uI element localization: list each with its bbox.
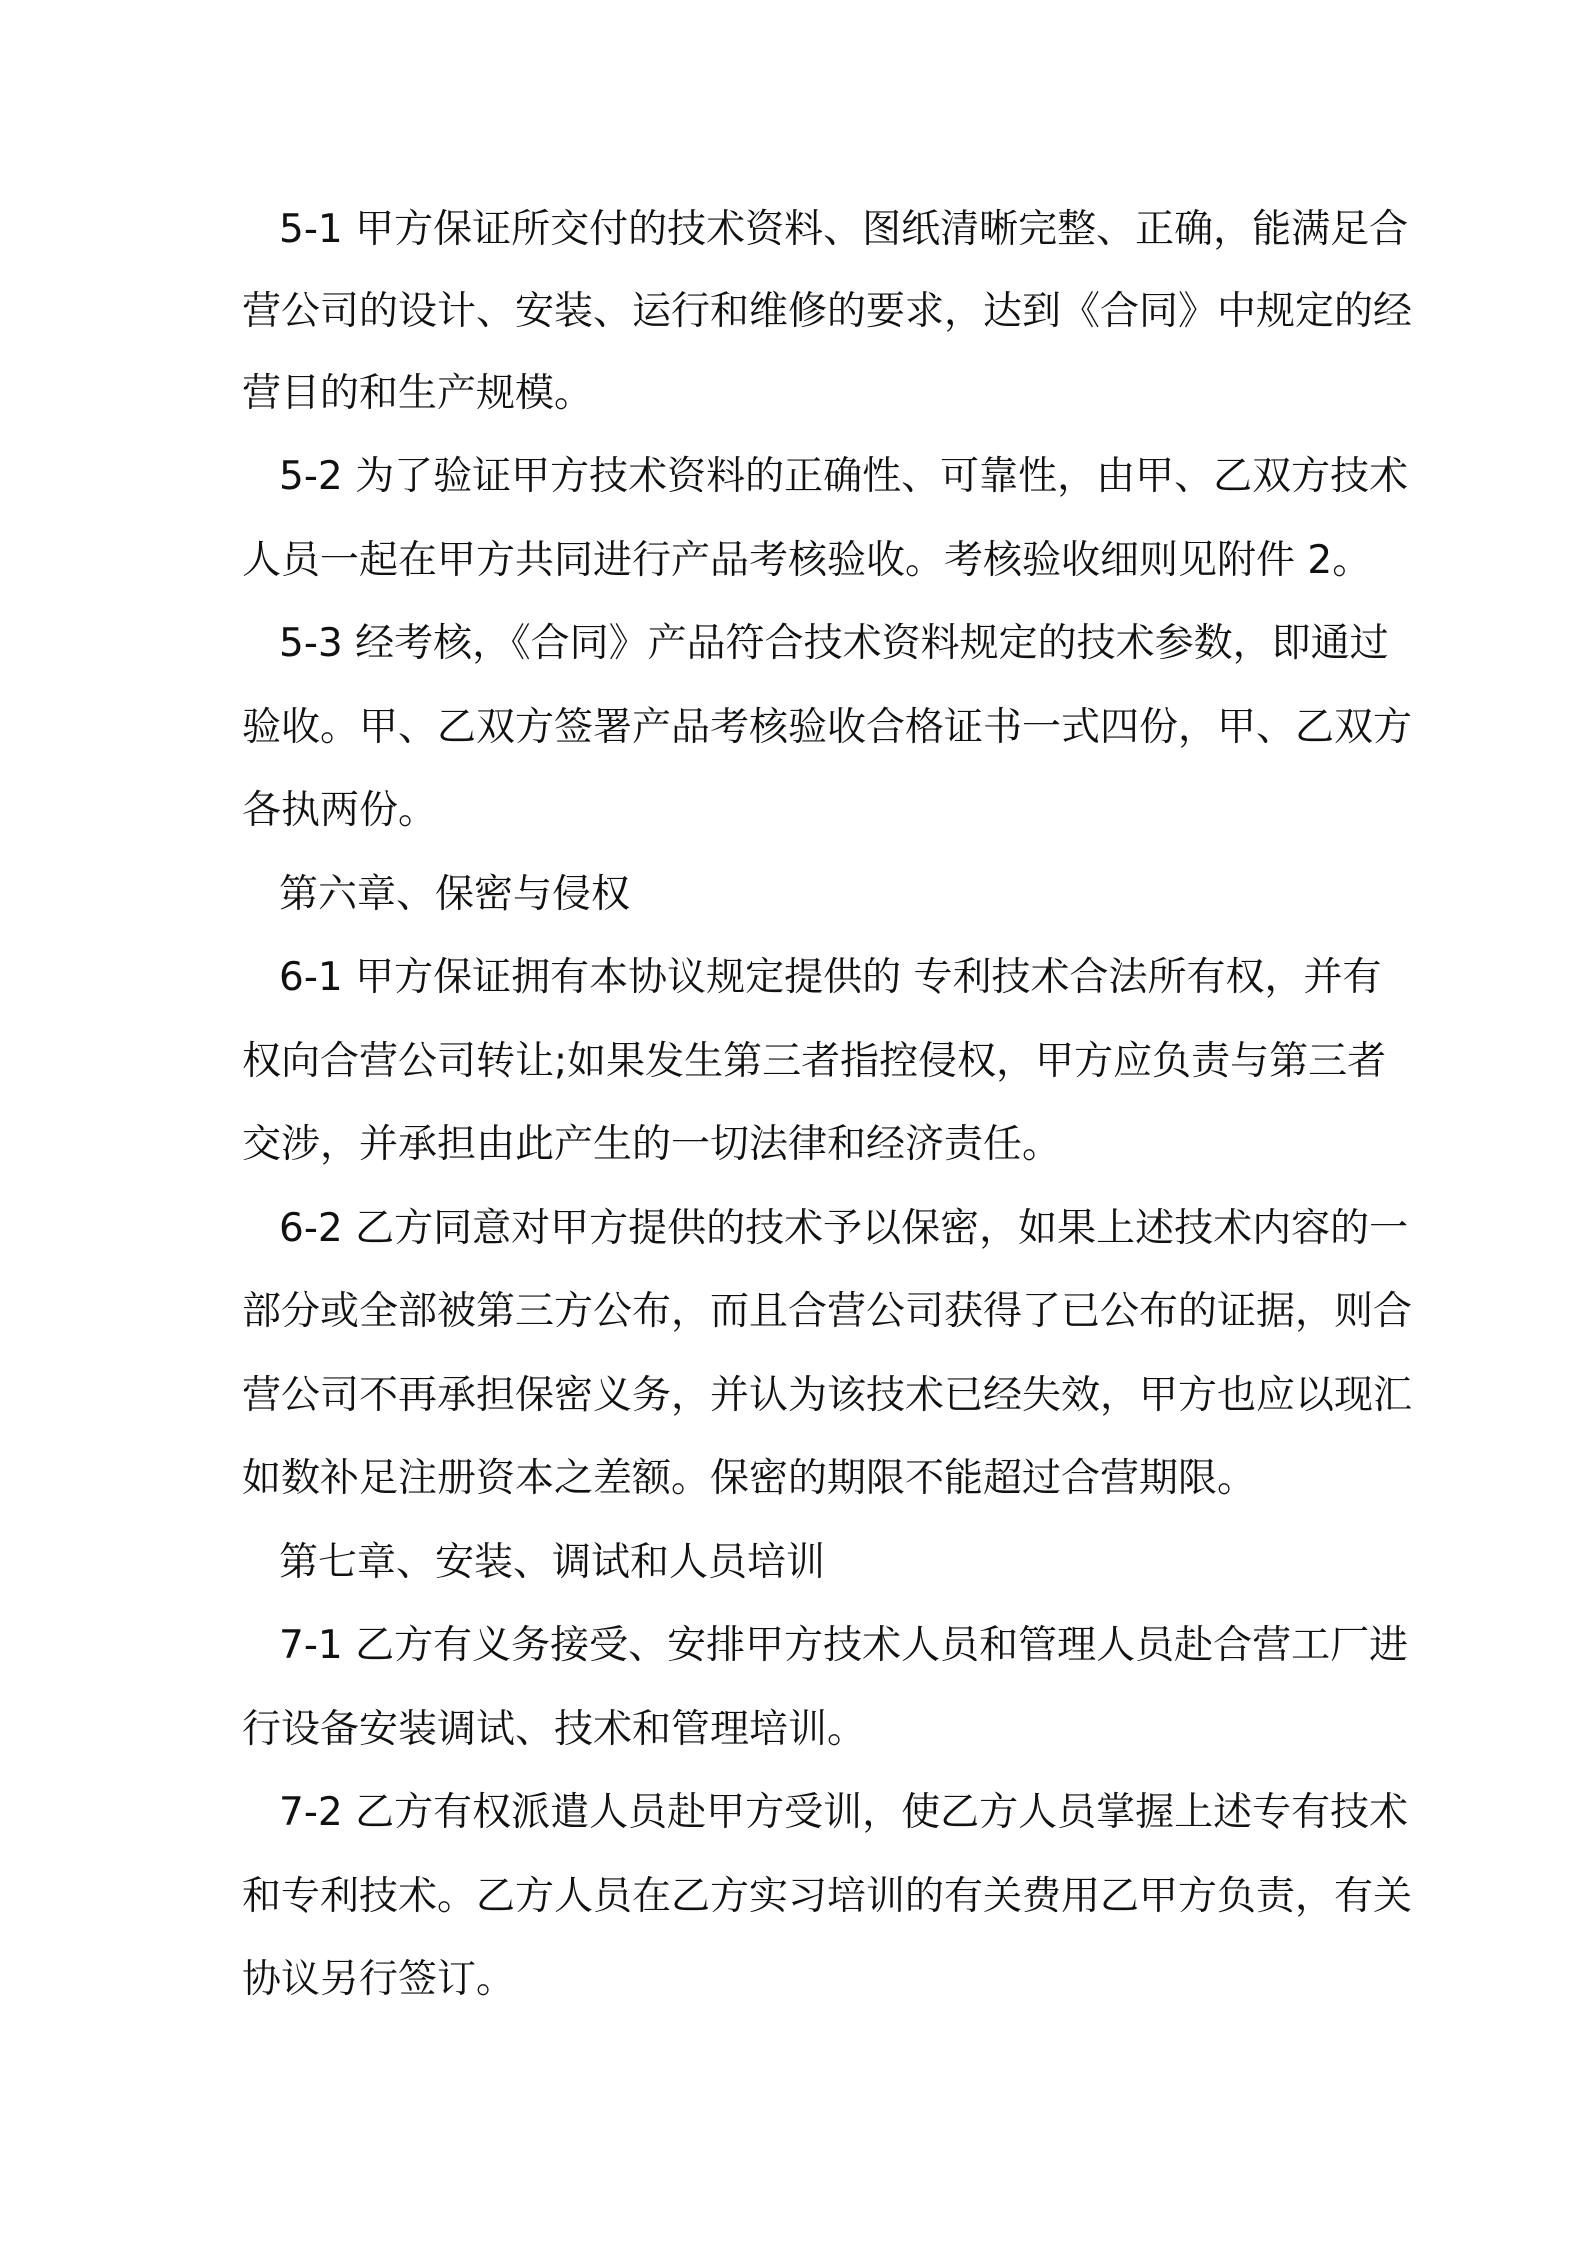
para-7-2-line-2: 和专利技术。乙方人员在乙方实习培训的有关费用乙甲方负责，有关 [242,1874,1413,1919]
para-5-3-line-1: 5-3 经考核，《合同》产品符合技术资料规定的技术参数，即通过 [279,621,1389,666]
chapter-7-heading: 第七章、安装、调试和人员培训 [279,1540,826,1585]
para-6-1-line-3: 交涉，并承担由此产生的一切法律和经济责任。 [242,1122,1062,1167]
para-5-1-line-3: 营目的和生产规模。 [242,371,594,416]
para-5-1-line-2: 营公司的设计、安装、运行和维修的要求，达到《合同》中规定的经 [242,289,1413,334]
para-5-1-line-1: 5-1 甲方保证所交付的技术资料、图纸清晰完整、正确，能满足合 [279,207,1409,252]
para-6-2-line-1: 6-2 乙方同意对甲方提供的技术予以保密，如果上述技术内容的一 [279,1206,1409,1251]
para-7-2-line-1: 7-2 乙方有权派遣人员赴甲方受训，使乙方人员掌握上述专有技术 [279,1790,1409,1835]
para-5-2-line-1: 5-2 为了验证甲方技术资料的正确性、可靠性，由甲、乙双方技术 [279,454,1409,499]
para-6-2-line-2: 部分或全部被第三方公布，而且合营公司获得了已公布的证据，则合 [242,1289,1413,1334]
para-6-1-line-1: 6-1 甲方保证拥有本协议规定提供的 专利技术合法所有权，并有 [279,955,1382,1000]
para-5-3-line-3: 各执两份。 [242,788,438,833]
para-7-1-line-1: 7-1 乙方有义务接受、安排甲方技术人员和管理人员赴合营工厂进 [279,1623,1409,1668]
para-6-2-line-4: 如数补足注册资本之差额。保密的期限不能超过合营期限。 [242,1456,1257,1501]
para-7-2-line-3: 协议另行签订。 [242,1957,516,2002]
chapter-6-heading: 第六章、保密与侵权 [279,872,631,917]
para-5-3-line-2: 验收。甲、乙双方签署产品考核验收合格证书一式四份，甲、乙双方 [242,705,1413,750]
para-7-1-line-2: 行设备安装调试、技术和管理培训。 [242,1707,867,1752]
para-5-2-line-2: 人员一起在甲方共同进行产品考核验收。考核验收细则见附件 2。 [242,538,1372,583]
para-6-2-line-3: 营公司不再承担保密义务，并认为该技术已经失效，甲方也应以现汇 [242,1373,1413,1418]
para-6-1-line-2: 权向合营公司转让;如果发生第三者指控侵权，甲方应负责与第三者 [242,1039,1387,1084]
